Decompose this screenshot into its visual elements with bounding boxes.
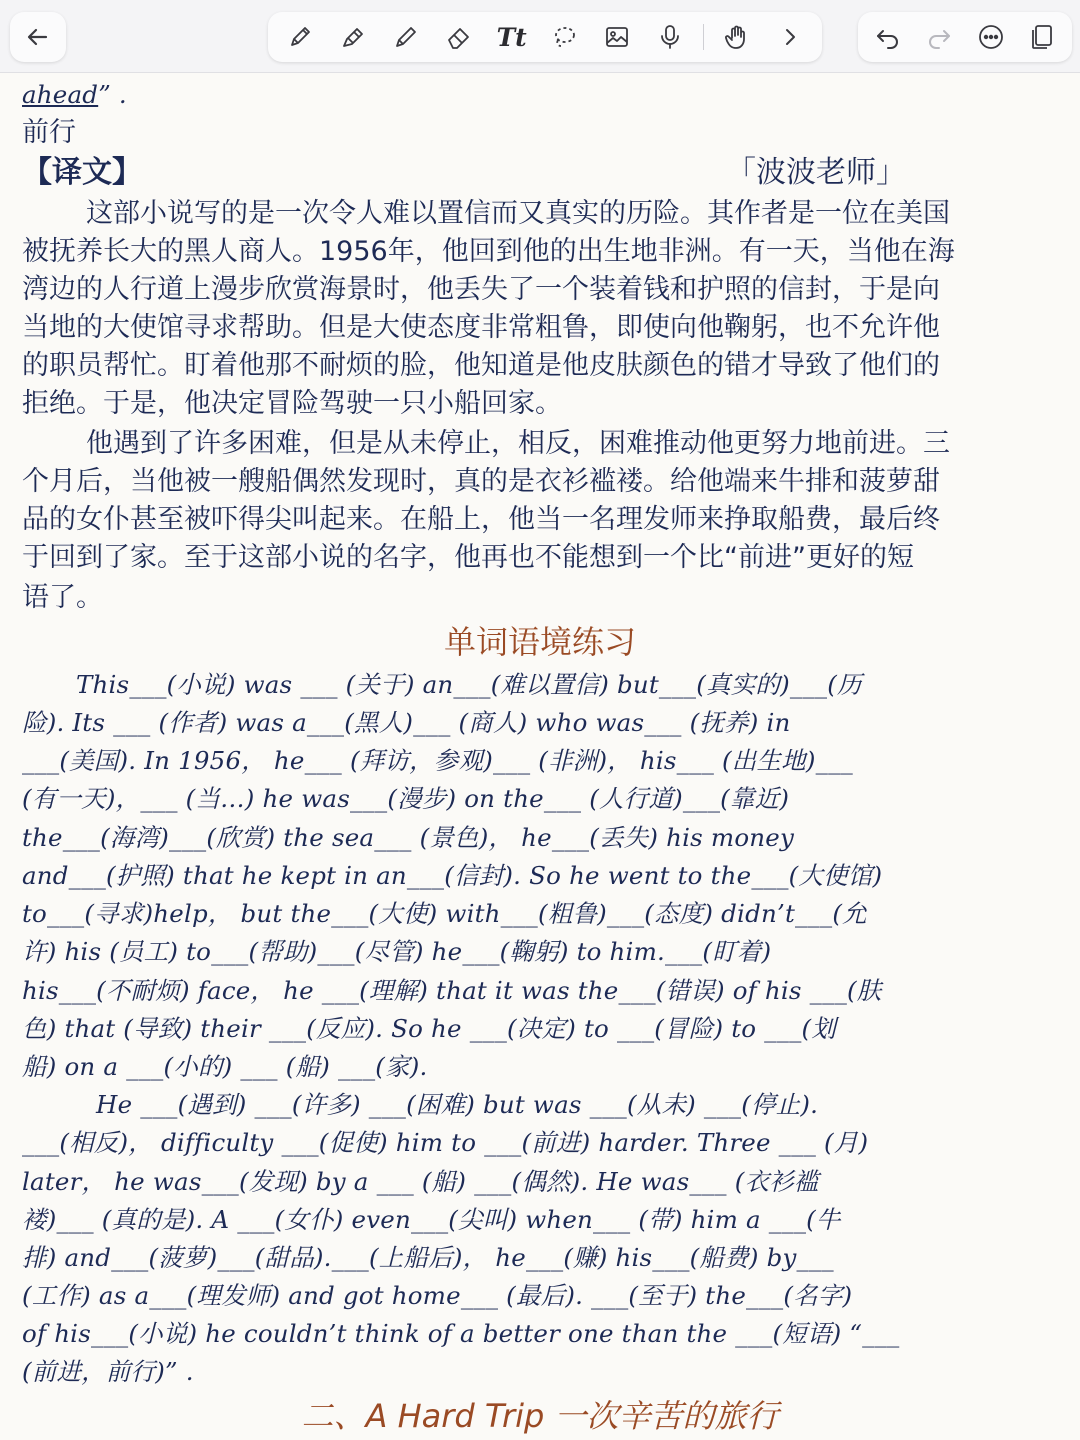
note-line-qianxing: 前行 <box>22 117 76 148</box>
translation-line: 湾边的人行道上漫步欣赏海景时，他丢失了一个装着钱和护照的信封，于是向 <box>22 274 940 305</box>
lasso-icon[interactable] <box>544 17 584 57</box>
pages-icon[interactable] <box>1022 17 1062 57</box>
chevron-right-icon[interactable] <box>770 17 810 57</box>
exercise-line: (前进，前行)” . <box>22 1357 194 1386</box>
translation-line: 被抚养长大的黑人商人。1956年，他回到他的出生地非洲。有一天，当他在海 <box>22 236 955 267</box>
translation-line: 当地的大使馆寻求帮助。但是大使态度非常粗鲁，即使向他鞠躬，也不允许他 <box>22 312 940 343</box>
translation-line: 语了。 <box>22 582 103 613</box>
exercise-line: ___(相反)， difficulty ___(促使) him to ___(前进) harder. Three ___ (月) <box>22 1128 869 1157</box>
section-yiwen-label: 【译文】 <box>22 155 142 190</box>
exercise-line: his___(不耐烦) face， he ___(理解) that it was the___(错误) of his ___(肤 <box>22 976 882 1005</box>
exercise-line: ___(美国). In 1956， he___ (拜访，参观)___ (非洲)， his___ (出生地)___ <box>22 746 853 775</box>
arrow-left-icon <box>18 17 58 57</box>
exercise-line: This___(小说) was ___ (关于) an___(难以置信) but___(真实的)___(历 <box>76 670 862 699</box>
translation-line: 这部小说写的是一次令人难以置信而又真实的历险。其作者是一位在美国 <box>86 198 950 229</box>
exercise-line: the___(海湾)___(欣赏) the sea___ (景色)， he___(丢失) his money <box>22 823 794 852</box>
ahead-tail: ” . <box>98 80 127 109</box>
exercise-line: 色) that (导致) their ___(反应). So he ___(决定) to ___(冒险) to ___(划 <box>22 1014 836 1043</box>
pen-icon[interactable] <box>280 17 320 57</box>
translation-line: 于回到了家。至于这部小说的名字，他再也不能想到一个比“前进”更好的短 <box>22 542 914 573</box>
exercise-line: He ___(遇到) ___(许多) ___(困难) but was ___(从未) ___(停止). <box>96 1090 819 1119</box>
exercise-line: and___(护照) that he kept in an___(信封). So he went to the___(大使馆) <box>22 861 883 890</box>
exercise-line: later， he was___(发现) by a ___ (船) ___(偶然). He was___ (衣衫褴 <box>22 1167 819 1196</box>
toolbar-divider <box>703 24 704 50</box>
note-page[interactable] <box>0 74 1080 1440</box>
exercise-line: to___(寻求)help， but the___(大使) with___(粗鲁)___(态度) didn’t___(允 <box>22 899 867 928</box>
redo-icon[interactable] <box>919 17 959 57</box>
teacher-signature: 「波波老师」 <box>726 155 906 190</box>
undo-icon[interactable] <box>868 17 908 57</box>
translation-line: 品的女仆甚至被吓得尖叫起来。在船上，他当一名理发师来挣取船费，最后终 <box>22 504 940 535</box>
action-bar <box>858 12 1072 62</box>
more-icon[interactable] <box>971 17 1011 57</box>
note-line-ahead <box>22 76 1062 114</box>
translation-line: 拒绝。于是，他决定冒险驾驶一只小船回家。 <box>22 388 562 419</box>
section-title-hard-trip: 二、A Hard Trip 一次辛苦的旅行 <box>301 1397 779 1435</box>
exercise-line: 褛)___ (真的是). A ___(女仆) even___(尖叫) when___ (带) him a ___(牛 <box>22 1205 841 1234</box>
exercise-line: (工作) as a___(理发师) and got home___ (最后). ___(至于) the___(名字) <box>22 1281 853 1310</box>
pencil-icon[interactable] <box>386 17 426 57</box>
exercise-line: 险). Its ___ (作者) was a___(黑人)___ (商人) who was___ (抚养) in <box>22 708 791 737</box>
text-tool-glyph: Tt <box>496 22 527 52</box>
hand-icon[interactable] <box>717 17 757 57</box>
exercise-line: (有一天)，___ (当…) he was___(漫步) on the___ (人行道)___(靠近) <box>22 784 790 813</box>
toolbar <box>0 0 1080 73</box>
image-icon[interactable] <box>597 17 637 57</box>
highlighter-icon[interactable] <box>333 17 373 57</box>
tool-palette <box>268 12 822 62</box>
microphone-icon[interactable] <box>650 17 690 57</box>
translation-line: 的职员帮忙。盯着他那不耐烦的脸，他知道是他皮肤颜色的错才导致了他们的 <box>22 350 940 381</box>
exercise-line: 排) and___(菠萝)___(甜品).___(上船后)， he___(赚) his___(船费) by___ <box>22 1243 834 1272</box>
eraser-icon[interactable] <box>439 17 479 57</box>
text-icon[interactable] <box>492 17 532 57</box>
exercise-line: 许) his (员工) to___(帮助)___(尽管) he___(鞠躬) to him.___(盯着) <box>22 937 772 966</box>
exercise-line: 船) on a ___(小的) ___ (船) ___(家). <box>22 1052 428 1081</box>
section-title-vocab-practice: 单词语境练习 <box>443 623 636 661</box>
back-button[interactable] <box>10 12 66 62</box>
translation-line: 他遇到了许多困难，但是从未停止，相反，困难推动他更努力地前进。三 <box>86 428 950 459</box>
word-ahead: ahead <box>22 80 99 109</box>
exercise-line: of his___(小说) he couldn’t think of a better one than the ___(短语) “___ <box>22 1319 900 1348</box>
translation-line: 个月后，当他被一艘船偶然发现时，真的是衣衫褴褛。给他端来牛排和菠萝甜 <box>22 466 940 497</box>
